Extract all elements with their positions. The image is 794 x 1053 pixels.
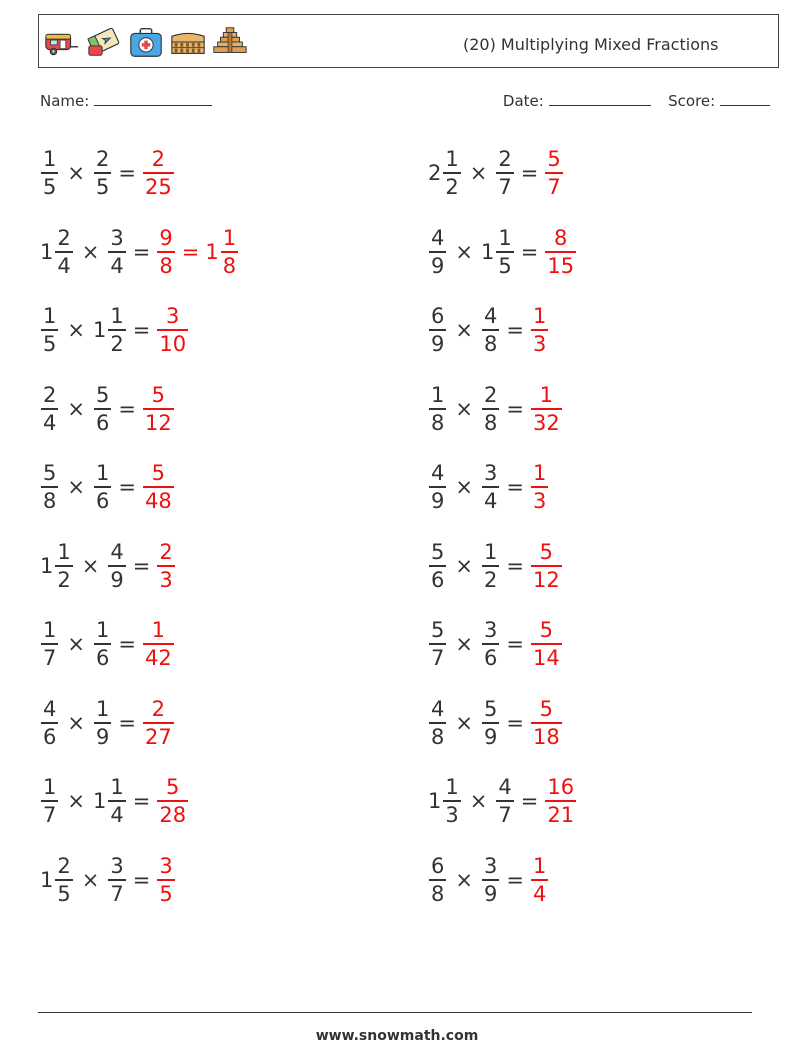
numerator: 1 [95, 618, 110, 642]
problem-item [40, 690, 175, 756]
numerator: 2 [498, 147, 512, 171]
denominator: 4 [110, 803, 124, 827]
answer [530, 696, 563, 750]
fraction [496, 774, 513, 828]
denominator: 12 [532, 567, 560, 592]
denominator: 7 [110, 881, 124, 906]
whole-number: 1 [40, 867, 54, 892]
fraction [41, 460, 58, 514]
equals-sign: = [132, 553, 151, 578]
numerator: 5 [539, 539, 554, 564]
answer-fraction [531, 539, 562, 593]
fraction [496, 225, 513, 279]
fraction [482, 539, 499, 593]
denominator: 2 [483, 567, 498, 592]
times-sign: × [469, 789, 488, 813]
numerator: 3 [110, 853, 124, 878]
denominator: 9 [110, 567, 124, 592]
times-sign: × [67, 396, 85, 421]
numerator: 1 [222, 225, 237, 250]
equals-sign: = [506, 318, 524, 342]
answer [156, 225, 239, 279]
answer-fraction [531, 460, 548, 514]
answer-fraction [157, 853, 174, 907]
answer-fraction [531, 853, 548, 907]
denominator: 8 [483, 332, 498, 356]
times-sign: × [67, 710, 85, 735]
problem-item [428, 376, 563, 442]
numerator: 5 [151, 461, 166, 485]
problem-item [40, 768, 189, 834]
answer-fraction [531, 696, 562, 750]
date-label: Date: [502, 92, 544, 110]
answer-whole: 1 [205, 239, 219, 264]
times-sign: × [81, 867, 100, 892]
header-icons [43, 21, 249, 63]
numerator: 9 [159, 225, 173, 250]
numerator: 5 [483, 696, 498, 721]
answer [156, 774, 189, 828]
equals-sign: = [118, 161, 136, 185]
whole-number: 1 [480, 239, 495, 264]
fraction [429, 382, 446, 436]
denominator: 5 [159, 881, 173, 906]
answer [142, 146, 175, 200]
numerator: 4 [483, 304, 498, 328]
denominator: 7 [547, 175, 561, 199]
fraction [55, 539, 72, 593]
times-sign: × [67, 789, 85, 813]
score-label: Score: [668, 92, 716, 110]
denominator: 6 [483, 646, 498, 670]
date-score-fields [503, 92, 770, 110]
numerator: 1 [43, 304, 57, 328]
problem-item [428, 847, 549, 913]
numerator: 4 [110, 539, 124, 564]
denominator: 2 [110, 332, 124, 356]
fraction [108, 303, 125, 357]
score-blank[interactable] [720, 92, 770, 106]
problem-item [40, 847, 176, 913]
fraction [482, 382, 499, 436]
equals-sign: = [506, 867, 524, 892]
numerator: 5 [431, 539, 445, 564]
answer-fraction [221, 225, 238, 279]
numerator: 1 [483, 539, 498, 564]
numerator: 5 [95, 382, 110, 407]
numerator: 2 [159, 539, 173, 564]
denominator: 8 [159, 253, 173, 278]
problem-item [40, 533, 176, 599]
fraction [443, 774, 460, 828]
numerator: 16 [547, 775, 575, 799]
numerator: 5 [431, 618, 445, 642]
problem-item [428, 690, 563, 756]
fraction [443, 146, 460, 200]
times-sign: × [455, 553, 473, 578]
problem-item [40, 297, 189, 363]
answer-fraction [143, 617, 174, 671]
denominator: 28 [159, 803, 187, 827]
numerator: 3 [159, 853, 173, 878]
denominator: 9 [431, 253, 445, 278]
numerator: 2 [57, 853, 71, 878]
fraction [41, 774, 58, 828]
answer [142, 460, 175, 514]
answer [530, 617, 563, 671]
denominator: 12 [144, 410, 172, 435]
times-sign: × [81, 553, 100, 578]
numerator: 4 [431, 461, 445, 485]
problem-item [40, 376, 175, 442]
numerator: 4 [43, 696, 57, 721]
numerator: 1 [151, 618, 166, 642]
problem-item [40, 611, 175, 677]
fraction [55, 225, 72, 279]
numerator: 1 [539, 382, 554, 407]
times-sign: × [81, 239, 100, 264]
denominator: 9 [431, 489, 445, 513]
fraction [41, 617, 58, 671]
fraction [41, 696, 58, 750]
fraction [94, 146, 111, 200]
fraction [482, 853, 499, 907]
fraction [55, 853, 72, 907]
answer-fraction [157, 225, 174, 279]
numerator: 1 [532, 461, 547, 485]
name-field[interactable] [40, 92, 212, 110]
denominator: 8 [222, 253, 237, 278]
numerator: 1 [95, 696, 110, 721]
numerator: 3 [166, 304, 180, 328]
answer [530, 382, 563, 436]
equals-sign: = [506, 396, 524, 421]
equals-sign: = [506, 553, 524, 578]
numerator: 5 [43, 461, 57, 485]
denominator: 14 [532, 646, 560, 670]
denominator: 6 [431, 567, 445, 592]
fraction [482, 460, 499, 514]
numerator: 2 [151, 696, 166, 721]
times-sign: × [469, 161, 488, 185]
denominator: 4 [110, 253, 124, 278]
answer-fraction [143, 696, 174, 750]
answer-fraction [143, 460, 174, 514]
numerator: 1 [43, 147, 57, 171]
denominator: 4 [43, 410, 57, 435]
numerator: 5 [151, 382, 166, 407]
denominator: 9 [431, 332, 445, 356]
problem-item [40, 219, 239, 285]
denominator: 7 [498, 175, 512, 199]
times-sign: × [67, 161, 85, 185]
answer [544, 225, 577, 279]
whole-number: 1 [40, 239, 54, 264]
numerator: 1 [57, 539, 71, 564]
whole-number: 1 [428, 789, 442, 813]
times-sign: × [455, 318, 473, 342]
fraction [496, 146, 513, 200]
answer-fraction [531, 382, 562, 436]
answer [530, 303, 549, 357]
denominator: 21 [547, 803, 575, 827]
worksheet-title: (20) Multiplying Mixed Fractions [463, 35, 719, 54]
travel-ticket-icon [85, 23, 123, 61]
denominator: 8 [43, 489, 57, 513]
fraction [429, 617, 446, 671]
denominator: 7 [43, 646, 57, 670]
denominator: 3 [445, 803, 459, 827]
whole-number: 2 [428, 161, 442, 185]
denominator: 6 [95, 646, 110, 670]
answer [544, 146, 563, 200]
pyramid-icon [211, 23, 249, 61]
fraction [482, 303, 499, 357]
numerator: 6 [431, 304, 445, 328]
fraction [94, 382, 111, 436]
problem-item [428, 140, 564, 206]
denominator: 2 [445, 175, 459, 199]
answer-fraction [157, 774, 188, 828]
numerator: 2 [483, 382, 498, 407]
denominator: 5 [43, 175, 57, 199]
problem-item [428, 219, 577, 285]
answer-fraction [157, 539, 174, 593]
denominator: 7 [431, 646, 445, 670]
fraction [429, 539, 446, 593]
name-label: Name: [40, 92, 90, 110]
numerator: 2 [57, 225, 71, 250]
whole-number: 1 [40, 553, 54, 578]
numerator: 1 [43, 618, 57, 642]
first-aid-kit-icon [127, 23, 165, 61]
fraction [94, 460, 111, 514]
denominator: 3 [159, 567, 173, 592]
problem-item [428, 768, 577, 834]
answer [142, 617, 175, 671]
numerator: 6 [431, 853, 445, 878]
answer [142, 696, 175, 750]
denominator: 32 [532, 410, 560, 435]
times-sign: × [455, 239, 473, 264]
fraction [41, 146, 58, 200]
equals-sign: = [506, 475, 524, 499]
fraction [94, 696, 111, 750]
times-sign: × [67, 632, 85, 656]
times-sign: × [67, 475, 85, 499]
answer-fraction [143, 382, 174, 436]
problem-item [428, 533, 563, 599]
denominator: 3 [532, 332, 547, 356]
answer-fraction [143, 146, 174, 200]
denominator: 9 [483, 881, 498, 906]
numerator: 1 [110, 775, 124, 799]
numerator: 4 [498, 775, 512, 799]
answer-equals-sign: = [181, 239, 200, 264]
equals-sign: = [118, 710, 136, 735]
fraction [482, 696, 499, 750]
problem-item [428, 454, 549, 520]
equals-sign: = [520, 789, 539, 813]
equals-sign: = [520, 161, 539, 185]
answer-fraction [545, 225, 576, 279]
fraction [482, 617, 499, 671]
times-sign: × [455, 710, 473, 735]
problem-item [40, 454, 175, 520]
answer [156, 853, 175, 907]
numerator: 5 [539, 618, 554, 642]
denominator: 7 [43, 803, 57, 827]
denominator: 18 [532, 724, 560, 749]
numerator: 2 [151, 147, 166, 171]
footer-divider [38, 1012, 752, 1013]
numerator: 1 [110, 304, 124, 328]
equals-sign: = [118, 632, 136, 656]
equals-sign: = [132, 239, 151, 264]
numerator: 1 [445, 147, 459, 171]
equals-sign: = [118, 396, 136, 421]
equals-sign: = [520, 239, 539, 264]
fraction [41, 382, 58, 436]
answer [142, 382, 175, 436]
problem-item [40, 140, 175, 206]
numerator: 3 [110, 225, 124, 250]
denominator: 5 [95, 175, 110, 199]
numerator: 3 [483, 461, 498, 485]
footer-site: www.snowmath.com [315, 1028, 479, 1044]
equals-sign: = [506, 710, 524, 735]
denominator: 6 [95, 410, 110, 435]
numerator: 2 [95, 147, 110, 171]
denominator: 8 [431, 410, 445, 435]
denominator: 9 [95, 724, 110, 749]
problem-item [428, 297, 549, 363]
whole-number: 1 [92, 789, 107, 813]
fraction [94, 617, 111, 671]
whole-number: 1 [92, 318, 107, 342]
answer [156, 303, 189, 357]
numerator: 4 [431, 696, 445, 721]
answer-fraction [531, 303, 548, 357]
equals-sign: = [132, 318, 151, 342]
answer [530, 460, 549, 514]
answer [530, 539, 563, 593]
fraction [108, 225, 125, 279]
times-sign: × [455, 632, 473, 656]
denominator: 8 [483, 410, 498, 435]
numerator: 1 [532, 304, 547, 328]
numerator: 1 [445, 775, 459, 799]
date-blank[interactable] [549, 92, 651, 106]
fraction [41, 303, 58, 357]
fraction [429, 696, 446, 750]
denominator: 48 [144, 489, 172, 513]
denominator: 8 [431, 724, 445, 749]
numerator: 8 [554, 225, 568, 250]
denominator: 10 [159, 332, 187, 356]
denominator: 5 [57, 881, 71, 906]
answer [544, 774, 577, 828]
fraction [108, 853, 125, 907]
denominator: 4 [57, 253, 71, 278]
numerator: 1 [95, 461, 110, 485]
denominator: 4 [532, 881, 547, 906]
numerator: 1 [43, 775, 57, 799]
answer-fraction [545, 146, 562, 200]
fraction [429, 303, 446, 357]
numerator: 1 [431, 382, 445, 407]
caravan-icon [43, 23, 81, 61]
name-blank[interactable] [94, 92, 212, 106]
denominator: 5 [43, 332, 57, 356]
numerator: 3 [483, 618, 498, 642]
numerator: 4 [431, 225, 445, 250]
denominator: 27 [144, 724, 172, 749]
fraction [108, 539, 125, 593]
denominator: 6 [95, 489, 110, 513]
times-sign: × [455, 396, 473, 421]
answer-fraction [531, 617, 562, 671]
denominator: 15 [547, 253, 575, 278]
numerator: 5 [539, 696, 554, 721]
numerator: 2 [43, 382, 57, 407]
equals-sign: = [506, 632, 524, 656]
equals-sign: = [132, 867, 151, 892]
answer [156, 539, 175, 593]
answer-fraction [157, 303, 188, 357]
numerator: 1 [498, 225, 512, 250]
answer [530, 853, 549, 907]
colosseum-icon [169, 23, 207, 61]
answer-fraction [545, 774, 576, 828]
denominator: 2 [57, 567, 71, 592]
numerator: 3 [483, 853, 498, 878]
denominator: 5 [498, 253, 512, 278]
denominator: 42 [144, 646, 172, 670]
denominator: 9 [483, 724, 498, 749]
denominator: 4 [483, 489, 498, 513]
times-sign: × [67, 318, 85, 342]
times-sign: × [455, 867, 473, 892]
fraction [108, 774, 125, 828]
equals-sign: = [132, 789, 151, 813]
denominator: 3 [532, 489, 547, 513]
denominator: 25 [144, 175, 172, 199]
problem-item [428, 611, 563, 677]
equals-sign: = [118, 475, 136, 499]
fraction [429, 460, 446, 514]
numerator: 5 [166, 775, 180, 799]
numerator: 5 [547, 147, 561, 171]
denominator: 7 [498, 803, 512, 827]
times-sign: × [455, 475, 473, 499]
fraction [429, 853, 446, 907]
denominator: 6 [43, 724, 57, 749]
denominator: 8 [431, 881, 445, 906]
numerator: 1 [532, 853, 547, 878]
fraction [429, 225, 446, 279]
worksheet-header [38, 14, 779, 68]
